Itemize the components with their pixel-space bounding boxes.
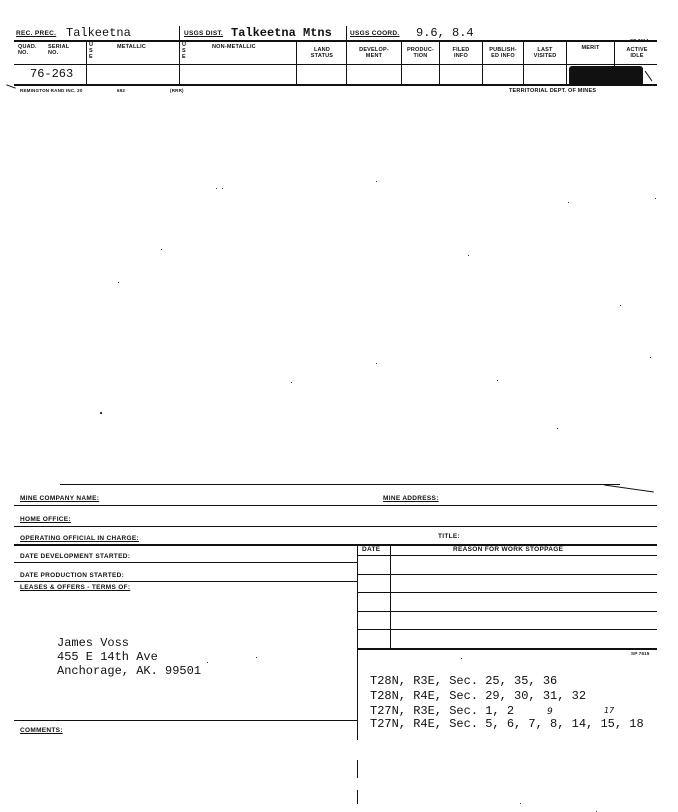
col-last-visited: LAST VISITED bbox=[533, 47, 557, 59]
form-rule bbox=[14, 562, 357, 563]
rec-prec-label: REC. PREC. bbox=[16, 30, 57, 37]
col-divider bbox=[482, 41, 483, 85]
printer-credit: REMINGTON RAND INC. 20 bbox=[20, 88, 83, 93]
col-production: PRODUC- TION bbox=[406, 47, 435, 59]
title-label: TITLE: bbox=[438, 533, 461, 540]
grid-rule bbox=[357, 592, 657, 593]
redaction-block bbox=[569, 66, 643, 86]
col-filed-info: FILED INFO bbox=[452, 47, 470, 59]
grid-vertical bbox=[357, 790, 358, 804]
grid-rule bbox=[357, 629, 657, 630]
mine-address-label: MINE ADDRESS: bbox=[383, 495, 439, 502]
col-divider bbox=[566, 41, 567, 85]
form-rule bbox=[14, 581, 357, 582]
col-divider bbox=[401, 41, 402, 85]
reason-column-label: REASON FOR WORK STOPPAGE bbox=[453, 546, 564, 553]
legal-description-2: T28N, R4E, Sec. 29, 30, 31, 32 bbox=[370, 689, 587, 703]
col-land-status: LAND STATUS bbox=[310, 47, 334, 59]
hand-mark bbox=[645, 71, 653, 81]
grid-rule bbox=[357, 574, 657, 575]
date-column-label: DATE bbox=[362, 546, 381, 553]
address-street: 455 E 14th Ave bbox=[57, 650, 158, 664]
date-development-started-label: DATE DEVELOPMENT STARTED: bbox=[20, 553, 131, 560]
form-rule bbox=[14, 505, 657, 506]
printer-code-2: (RRR) bbox=[170, 88, 184, 93]
col-quad-no: QUAD. NO. bbox=[18, 44, 37, 56]
usgs-dist-label: USGS DIST. bbox=[184, 30, 224, 37]
form-rule bbox=[357, 555, 657, 556]
col-active-idle: ACTIVE IDLE bbox=[626, 47, 648, 59]
col-divider bbox=[86, 41, 87, 85]
rec-prec-value: Talkeetna bbox=[66, 26, 131, 40]
col-metallic: METALLIC bbox=[117, 44, 146, 50]
col-divider bbox=[523, 41, 524, 85]
header-rule-mid bbox=[14, 64, 657, 65]
grid-vertical bbox=[390, 544, 391, 648]
mine-company-name-label: MINE COMPANY NAME: bbox=[20, 495, 100, 502]
address-city: Anchorage, AK. 99501 bbox=[57, 664, 202, 678]
form-rule bbox=[14, 720, 357, 721]
col-divider bbox=[296, 41, 297, 85]
header-rule-bottom bbox=[14, 84, 657, 86]
legal-description-4: T27N, R4E, Sec. 5, 6, 7, 8, 14, 15, 18 bbox=[370, 717, 644, 731]
grid-vertical bbox=[357, 650, 358, 740]
col-serial-no: SERIAL NO. bbox=[48, 44, 70, 56]
scan-rule bbox=[60, 484, 620, 485]
col-non-metallic: NON-METALLIC bbox=[212, 44, 256, 50]
form-rule bbox=[14, 526, 657, 527]
col-use-1: U S E bbox=[89, 42, 94, 60]
usgs-coord-label: USGS COORD. bbox=[350, 30, 400, 37]
usgs-dist-value: Talkeetna Mtns bbox=[231, 26, 332, 40]
grid-vertical bbox=[357, 544, 358, 648]
handwritten-insert-17: 17 bbox=[604, 706, 615, 715]
col-merit: MERIT bbox=[581, 45, 600, 51]
col-divider bbox=[346, 26, 347, 85]
grid-vertical bbox=[357, 760, 358, 778]
legal-description-3: T27N, R3E, Sec. 1, 2 bbox=[370, 704, 515, 718]
home-office-label: HOME OFFICE: bbox=[20, 516, 71, 523]
leases-terms-label: LEASES & OFFERS - TERMS OF: bbox=[20, 584, 131, 591]
usgs-coord-value: 9.6, 8.4 bbox=[416, 26, 474, 40]
date-production-started-label: DATE PRODUCTION STARTED: bbox=[20, 572, 125, 579]
grid-rule bbox=[357, 648, 657, 650]
department-name: TERRITORIAL DEPT. OF MINES bbox=[509, 88, 597, 94]
printer-code: 692 bbox=[117, 88, 126, 93]
comments-label: COMMENTS: bbox=[20, 727, 63, 734]
form-number-bottom: SP 7615 bbox=[631, 651, 650, 656]
handwritten-insert-9: 9 bbox=[547, 707, 553, 717]
col-divider bbox=[179, 26, 180, 85]
col-use-2: U S E bbox=[182, 42, 187, 60]
legal-description-1: T28N, R3E, Sec. 25, 35, 36 bbox=[370, 674, 558, 688]
grid-rule bbox=[357, 611, 657, 612]
scan-rule-curl bbox=[604, 485, 654, 493]
col-published-info: PUBLISH- ED INFO bbox=[489, 47, 517, 59]
header-rule-top bbox=[14, 40, 657, 42]
serial-number-value: 76-263 bbox=[30, 67, 74, 81]
col-divider bbox=[439, 41, 440, 85]
address-name: James Voss bbox=[57, 636, 130, 650]
col-development: DEVELOP- MENT bbox=[359, 47, 389, 59]
operating-official-label: OPERATING OFFICIAL IN CHARGE: bbox=[20, 535, 139, 542]
